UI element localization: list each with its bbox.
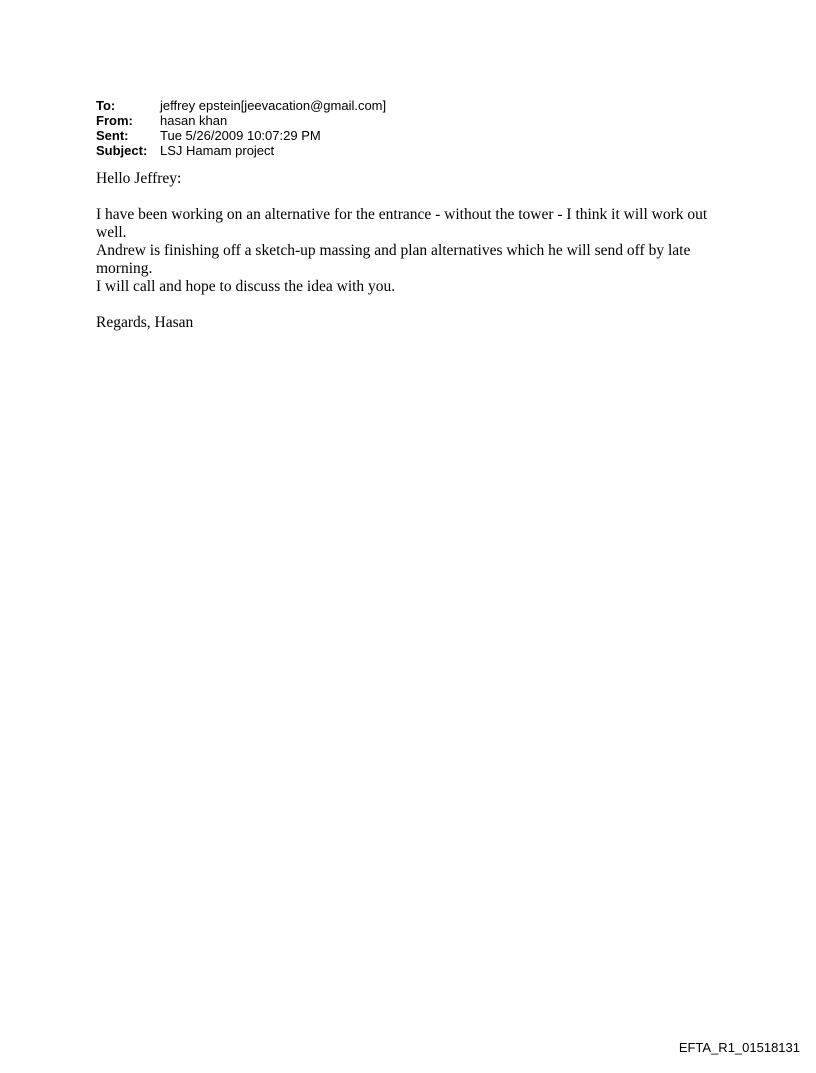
from-value: hasan khan: [160, 113, 228, 128]
body-line-1: I have been working on an alternative for the entrance - without the tower - I think it will work out well.: [96, 206, 708, 241]
to-value: jeffrey epstein[jeevacation@gmail.com]: [160, 98, 387, 113]
email-header: [96, 98, 386, 158]
from-row: [96, 113, 386, 128]
from-label: From:: [96, 113, 133, 128]
greeting: Hello Jeffrey:: [96, 170, 182, 187]
sent-value: Tue 5/26/2009 10:07:29 PM: [160, 128, 321, 143]
to-label: To:: [96, 98, 116, 113]
signoff: Regards, Hasan: [96, 314, 194, 331]
document-id: EFTA_R1_01518131: [678, 1040, 800, 1055]
to-row: [96, 98, 386, 113]
sent-row: [96, 128, 386, 143]
body-line-3: I will call and hope to discuss the idea with you.: [96, 278, 396, 295]
subject-row: [96, 143, 386, 158]
subject-label: Subject:: [96, 143, 148, 158]
sent-label: Sent:: [96, 128, 129, 143]
body-line-2: Andrew is finishing off a sketch-up massing and plan alternatives which he will send off by late morning.: [96, 242, 691, 277]
subject-value: LSJ Hamam project: [160, 143, 275, 158]
email-body: [96, 170, 726, 332]
